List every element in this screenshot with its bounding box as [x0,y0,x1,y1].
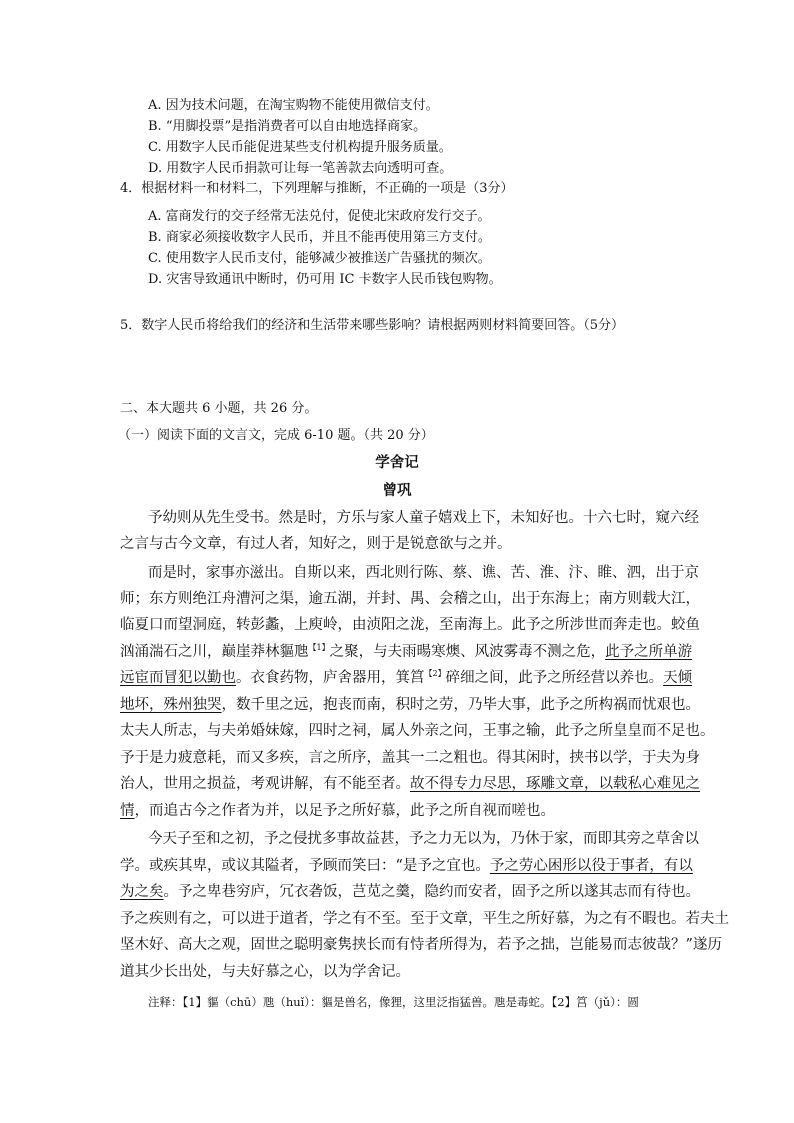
text-line [120,668,692,688]
q4-option-a: A. 富商发行的交子经常无法兑付，促使北宋政府发行交子。 [148,209,491,224]
q4-option-b: B. 商家必须接收数字人民币，并且不能再使用第三方支付。 [148,230,491,245]
question-4: 4．根据材料一和材料二，下列理解与推断，不正确的一项是（3分） [120,181,514,196]
q4-option-c: C. 使用数字人民币支付，能够减少被推送广告骚扰的频次。 [148,251,491,266]
note-marker-1: 【1】 [308,643,330,653]
text-run: 。衣食药物，庐舍器用，箕筥 [236,670,425,686]
text-line: 而是时，家事亦滋出。自斯以来，西北则行陈、蔡、谯、苦、淮、汴、睢、泗，出于京 [148,565,699,581]
text-run: ，而追古今之作者为并，以足予之所好慕，此予之所自视而嗟也。 [134,803,555,819]
text-line [120,856,693,876]
text-line: 今天子至和之初，予之侵扰多事故益甚，予之力无以为，乃休于家，而即其旁之草舍以 [148,831,699,847]
text-run: 碎细之间，此予之所经营以养也。 [445,670,664,686]
essay-title: 学舍记 [375,454,419,471]
text-run: 。予之卑巷穷庐，冗衣砻饭，芑苋之羹，隐约而安者，固予之所以遂其志而有待也。 [163,884,700,900]
underlined-text: 远宦而冒犯以勤也 [120,670,236,686]
text-line: 坚木好、高大之观，固世之聪明豪隽挟长而有恃者所得为，若予之拙，岂能易而志彼哉？”遂历 [120,937,722,953]
text-run: 治人，世用之损益，考观讲解，有不能至者。 [120,776,410,792]
underlined-text: 为之矣 [120,884,164,900]
text-line [120,801,555,821]
text-line [120,774,700,794]
section-heading: 二、本大题共 6 小题，共 26 分。 [120,401,318,416]
footnote: 注释：【1】貙（chū）虺（huǐ）：貙是兽名，像狸，这里泛指猛兽。虺是毒蛇。【2】筥（jǔ）：圆 [148,995,639,1009]
text-line: 予之疾则有之，可以进于道者，学之有不至。至于文章，平生之所好慕，为之有不暇也。若夫土 [120,911,729,927]
underlined-text: 地坏，殊州独哭 [120,697,222,713]
text-line [120,882,700,902]
q3-option-b: B. “用脚投票”是指消费者可以自由地选择商家。 [148,119,427,134]
q4-option-d: D. 灾害导致通讯中断时，仍可用 IC 卡数字人民币钱包购物。 [148,272,502,287]
underlined-text: 故不得专力尽思，琢雕文章，以载私心难见之 [410,776,700,792]
question-5: 5．数字人民币将给我们的经济和生活带来哪些影响？请根据两则材料简要回答。（5分） [120,318,625,333]
q3-option-c: C. 用数字人民币能促进某些支付机构提升服务质量。 [148,140,452,155]
text-line: 临夏口而望洞庭，转彭蠡，上庾岭，由浈阳之泷，至南海上。此予之所涉世而奔走也。蛟鱼 [120,617,700,633]
essay-author: 曾巩 [382,482,412,499]
text-line [120,695,700,715]
text-run: ，数千里之远，抱丧而南，积时之劳，乃毕大事，此予之所构祸而忧艰也。 [221,697,700,713]
text-line: 太夫人所志，与夫弟婚妹嫁，四时之祠，属人外亲之问，王事之输，此予之所皇皇而不足也。 [120,723,715,739]
q3-option-d: D. 用数字人民币捐款可让每一笔善款去向透明可查。 [148,161,453,176]
q3-option-a: A. 因为技术问题，在淘宝购物不能使用微信支付。 [148,98,439,113]
text-line: 予幼则从先生受书。然是时，方乐与家人童子嬉戏上下，未知好也。十六七时，窥六经 [148,510,699,526]
underlined-text: 予之劳心困形以役于事者，有以 [489,858,693,874]
text-line: 道其少长出处，与夫好慕之心，以为学舍记。 [120,964,410,980]
subsection-heading: （一）阅读下面的文言文，完成 6-10 题。（共 20 分） [118,428,434,443]
underlined-text: 天倾 [663,670,693,686]
text-line: 予于是力疲意耗，而又多疾，言之所序，盖其一二之粗也。得其闲时，挟书以学，于夫为身 [120,750,700,766]
text-run: 学。或疾其卑，或议其隘者，予顾而笑曰：“是予之宜也。 [120,858,490,874]
underlined-text: 此予之所单游 [605,644,693,660]
text-run: 之聚，与夫雨暘寒燠、风波雾毒不测之危， [329,644,606,660]
text-line: 师；东方则绝江舟漕河之渠，逾五湖，并封、禺、会稽之山，出于东海上；南方则载大江， [120,591,700,607]
text-run: 汹涌湍石之川，巅崖莽林貙虺 [120,644,309,660]
underlined-text: 情 [120,803,135,819]
text-line: 之言与古今文章，有过人者，知好之，则于是锐意欲与之并。 [120,536,512,552]
text-line [120,642,692,662]
note-marker-2: 【2】 [424,669,446,679]
